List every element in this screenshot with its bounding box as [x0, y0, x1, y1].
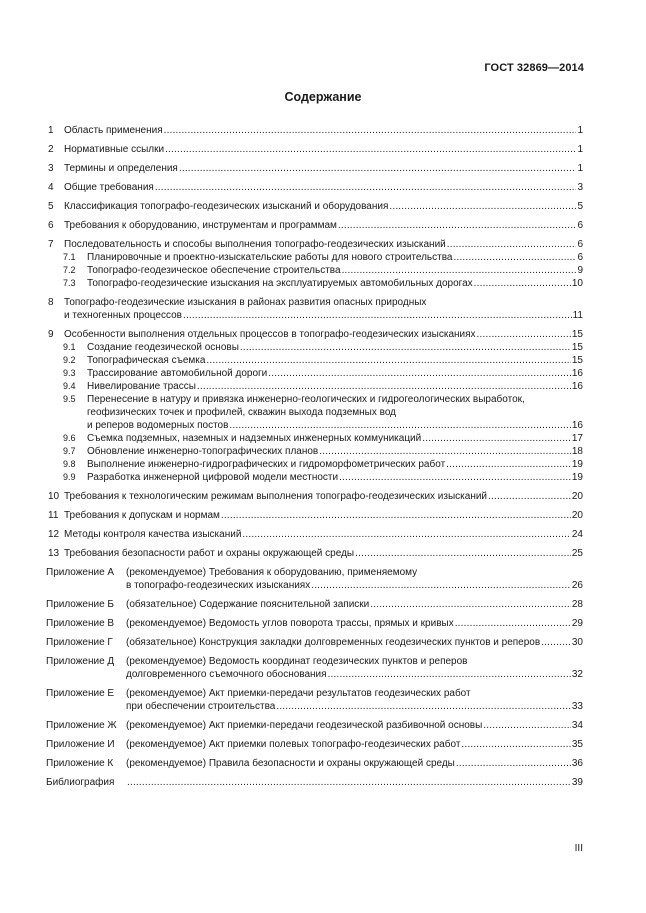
toc-entry[interactable] [46, 528, 583, 541]
leader-dots [474, 277, 571, 290]
section-title: Разработка инженерной цифровой модели местности [87, 472, 339, 483]
page-ref: 10 [571, 278, 583, 289]
toc-entry[interactable] [46, 547, 583, 560]
section-number: 10 [48, 491, 60, 502]
page-ref: 1 [577, 163, 583, 174]
section-number: 9.2 [63, 355, 76, 365]
toc-entry[interactable] [46, 655, 583, 681]
toc-entry[interactable] [46, 719, 583, 732]
page-ref: 28 [571, 599, 583, 610]
page-ref: 15 [571, 329, 583, 340]
toc-entry[interactable] [46, 380, 583, 393]
document-code: ГОСТ 32869—2014 [484, 62, 584, 74]
toc-entry[interactable] [46, 328, 583, 341]
page-ref: 24 [571, 529, 583, 540]
section-title: в топографо-геодезических изысканиях [126, 580, 311, 591]
leader-dots [461, 738, 570, 751]
page-ref: 15 [571, 342, 583, 353]
section-number: 7.3 [63, 278, 76, 288]
toc-entry[interactable] [46, 341, 583, 354]
section-title: Топографическая съемка [87, 355, 206, 366]
toc-entry[interactable] [46, 598, 583, 611]
section-number: 11 [48, 510, 59, 521]
page-number: III [574, 843, 583, 854]
page-ref: 32 [571, 669, 583, 680]
section-title: и реперов водомерных постов [87, 420, 229, 431]
toc-entry[interactable] [46, 617, 583, 630]
section-number: 9.4 [63, 381, 76, 391]
toc-entry[interactable] [46, 277, 583, 290]
toc-entry[interactable] [46, 181, 583, 194]
toc-entry[interactable] [46, 636, 583, 649]
page-ref: 6 [577, 220, 583, 231]
leader-dots [422, 432, 571, 445]
leader-dots [483, 719, 571, 732]
section-number: 13 [48, 548, 60, 559]
leader-dots [455, 617, 571, 630]
toc-entry[interactable] [46, 490, 583, 503]
toc-entry[interactable] [46, 264, 583, 277]
page-ref: 25 [571, 548, 583, 559]
section-title: и техногенных процессов [64, 310, 182, 321]
toc-entry[interactable] [46, 566, 583, 592]
toc-entry[interactable] [46, 757, 583, 770]
leader-dots [206, 354, 570, 367]
page-ref: 20 [571, 510, 583, 521]
appendix-label: Приложение Д [46, 656, 115, 667]
section-title: (рекомендуемое) Акт приемки полевых топографо-геодезических работ [126, 739, 461, 750]
appendix-label: Приложение Б [46, 599, 114, 610]
section-title: Трассирование автомобильной дороги [87, 368, 268, 379]
section-number: 6 [48, 220, 54, 231]
leader-dots [240, 341, 571, 354]
page-ref: 33 [571, 701, 583, 712]
leader-dots [179, 162, 577, 175]
section-title: Топографо-геодезические изыскания на эксплуатируемых автомобильных дорогах [87, 278, 473, 289]
section-title-line: Перенесение в натуру и привязка инженерно-геологических и гидрогеологических выработок, [87, 394, 525, 405]
page-ref: 36 [571, 758, 583, 769]
section-title: (рекомендуемое) Ведомость углов поворота трассы, прямых и кривых [126, 618, 454, 629]
page-ref: 6 [577, 252, 583, 263]
section-title: Требования к оборудованию, инструментам и программам [64, 220, 337, 231]
section-title: Область применения [64, 125, 163, 136]
toc-entry[interactable] [46, 738, 583, 751]
page-ref: 30 [571, 637, 583, 648]
page-ref: 17 [571, 433, 583, 444]
section-number: 4 [48, 182, 54, 193]
section-title-line: Топографо-геодезические изыскания в районах развития опасных природных [64, 297, 427, 308]
section-number: 8 [48, 297, 54, 308]
toc-entry[interactable] [46, 124, 583, 137]
toc-entry[interactable] [46, 238, 583, 251]
toc-entry[interactable] [46, 509, 583, 522]
leader-dots [242, 528, 570, 541]
leader-dots [229, 419, 570, 432]
section-title: Классификация топографо-геодезических изысканий и оборудования [64, 201, 389, 212]
section-title: Термины и определения [64, 163, 178, 174]
leader-dots [183, 309, 572, 322]
leader-dots [127, 776, 571, 789]
section-title: Топографо-геодезическое обеспечение строительства [87, 265, 341, 276]
section-number: 3 [48, 163, 54, 174]
section-title: долговременного съемочного обоснования [126, 669, 327, 680]
section-title: (обязательное) Конструкция закладки долговременных геодезических пунктов и реперов [126, 637, 541, 648]
leader-dots [338, 219, 577, 232]
toc-entry[interactable] [46, 354, 583, 367]
page-ref: 26 [571, 580, 583, 591]
page-ref: 16 [571, 420, 583, 431]
page-ref: 20 [571, 491, 583, 502]
section-title: Нормативные ссылки [64, 144, 165, 155]
leader-dots [268, 367, 571, 380]
appendix-label: Приложение Г [46, 637, 113, 648]
leader-dots [389, 200, 576, 213]
section-title: Съемка подземных, наземных и надземных инженерных коммуникаций [87, 433, 422, 444]
section-title: Последовательность и способы выполнения топографо-геодезических изысканий [64, 239, 446, 250]
toc-entry[interactable] [46, 776, 583, 789]
leader-dots [319, 445, 571, 458]
section-number: 7 [48, 239, 54, 250]
appendix-label: Приложение А [46, 567, 115, 578]
appendix-label: Библиография [46, 777, 115, 788]
leader-dots [342, 264, 577, 277]
section-number: 9.6 [63, 433, 76, 443]
section-number: 5 [48, 201, 54, 212]
section-number: 9.7 [63, 446, 76, 456]
leader-dots [339, 471, 571, 484]
toc-entry[interactable] [46, 687, 583, 713]
page-ref: 19 [571, 459, 583, 470]
page-ref: 35 [571, 739, 583, 750]
leader-dots [164, 124, 577, 137]
toc-entry[interactable] [46, 432, 583, 445]
section-number: 7.2 [63, 265, 76, 275]
toc-entry[interactable] [46, 458, 583, 471]
section-title: Особенности выполнения отдельных процессов в топографо-геодезических изысканиях [64, 329, 476, 340]
leader-dots [477, 328, 571, 341]
section-number: 9.9 [63, 472, 76, 482]
section-title: при обеспечении строительства [126, 701, 276, 712]
page-ref: 34 [571, 720, 583, 731]
leader-dots [370, 598, 571, 611]
toc-entry[interactable] [46, 296, 583, 322]
leader-dots [541, 636, 571, 649]
section-title: Требования к допускам и нормам [64, 510, 220, 521]
section-number: 12 [48, 529, 60, 540]
toc-entry[interactable] [46, 162, 583, 175]
page-ref: 19 [571, 472, 583, 483]
leader-dots [221, 509, 571, 522]
section-title: Требования к технологическим режимам выполнения топографо-геодезических изысканий [64, 491, 488, 502]
appendix-label: Приложение Е [46, 688, 115, 699]
page-ref: 11 [572, 310, 583, 321]
page-title: Содержание [284, 90, 362, 104]
page-ref: 1 [577, 144, 583, 155]
section-title: Методы контроля качества изысканий [64, 529, 242, 540]
section-title-line: (рекомендуемое) Акт приемки-передачи результатов геодезических работ [126, 688, 471, 699]
section-number: 1 [48, 125, 54, 136]
page-ref: 9 [577, 265, 583, 276]
leader-dots [456, 757, 571, 770]
page-ref: 1 [577, 125, 583, 136]
leader-dots [488, 490, 571, 503]
leader-dots [446, 458, 571, 471]
section-title-line: (рекомендуемое) Ведомость координат геодезических пунктов и реперов [126, 656, 468, 667]
page-ref: 16 [571, 368, 583, 379]
section-title-line: (рекомендуемое) Требования к оборудованию, применяемому [126, 567, 418, 578]
page-ref: 16 [571, 381, 583, 392]
leader-dots [276, 700, 571, 713]
page-ref: 39 [571, 777, 583, 788]
section-number: 2 [48, 144, 54, 155]
leader-dots [311, 579, 571, 592]
section-title: Общие требования [64, 182, 154, 193]
section-title: Нивелирование трассы [87, 381, 196, 392]
section-title: (рекомендуемое) Акт приемки-передачи геодезической разбивочной основы [126, 720, 483, 731]
section-number: 9 [48, 329, 54, 340]
section-number: 9.8 [63, 459, 76, 469]
appendix-label: Приложение И [46, 739, 115, 750]
section-title: Выполнение инженерно-гидрографических и гидроморфометрических работ [87, 459, 446, 470]
section-title: (рекомендуемое) Правила безопасности и охраны окружающей среды [126, 758, 455, 769]
toc-entry[interactable] [46, 445, 583, 458]
section-number: 9.3 [63, 368, 76, 378]
leader-dots [197, 380, 571, 393]
leader-dots [454, 251, 577, 264]
toc-entry[interactable] [46, 200, 583, 213]
leader-dots [155, 181, 577, 194]
toc-entry[interactable] [46, 251, 583, 264]
leader-dots [447, 238, 577, 251]
appendix-label: Приложение К [46, 758, 114, 769]
section-number: 9.5 [63, 394, 76, 404]
toc-entry[interactable] [46, 219, 583, 232]
section-number: 9.1 [63, 342, 76, 352]
section-title: Обновление инженерно-топографических планов [87, 446, 319, 457]
section-title-line: геофизических точек и профилей, скважин выхода подземных вод [87, 407, 397, 418]
section-title: Требования безопасности работ и охраны окружающей среды [64, 548, 355, 559]
page-ref: 29 [571, 618, 583, 629]
appendix-label: Приложение В [46, 618, 115, 629]
page-ref: 18 [571, 446, 583, 457]
leader-dots [328, 668, 571, 681]
page-ref: 6 [577, 239, 583, 250]
toc-entry[interactable] [46, 471, 583, 484]
page-ref: 3 [577, 182, 583, 193]
page-ref: 15 [571, 355, 583, 366]
section-number: 7.1 [63, 252, 76, 262]
table-of-contents [46, 124, 583, 789]
page-ref: 5 [577, 201, 583, 212]
section-title: (обязательное) Содержание пояснительной записки [126, 599, 370, 610]
appendix-label: Приложение Ж [46, 720, 117, 731]
section-title: Планировочные и проектно-изыскательские работы для нового строительства [87, 252, 453, 263]
toc-entry[interactable] [46, 393, 583, 432]
leader-dots [165, 143, 576, 156]
toc-entry[interactable] [46, 143, 583, 156]
toc-entry[interactable] [46, 367, 583, 380]
section-title: Создание геодезической основы [87, 342, 239, 353]
leader-dots [355, 547, 571, 560]
